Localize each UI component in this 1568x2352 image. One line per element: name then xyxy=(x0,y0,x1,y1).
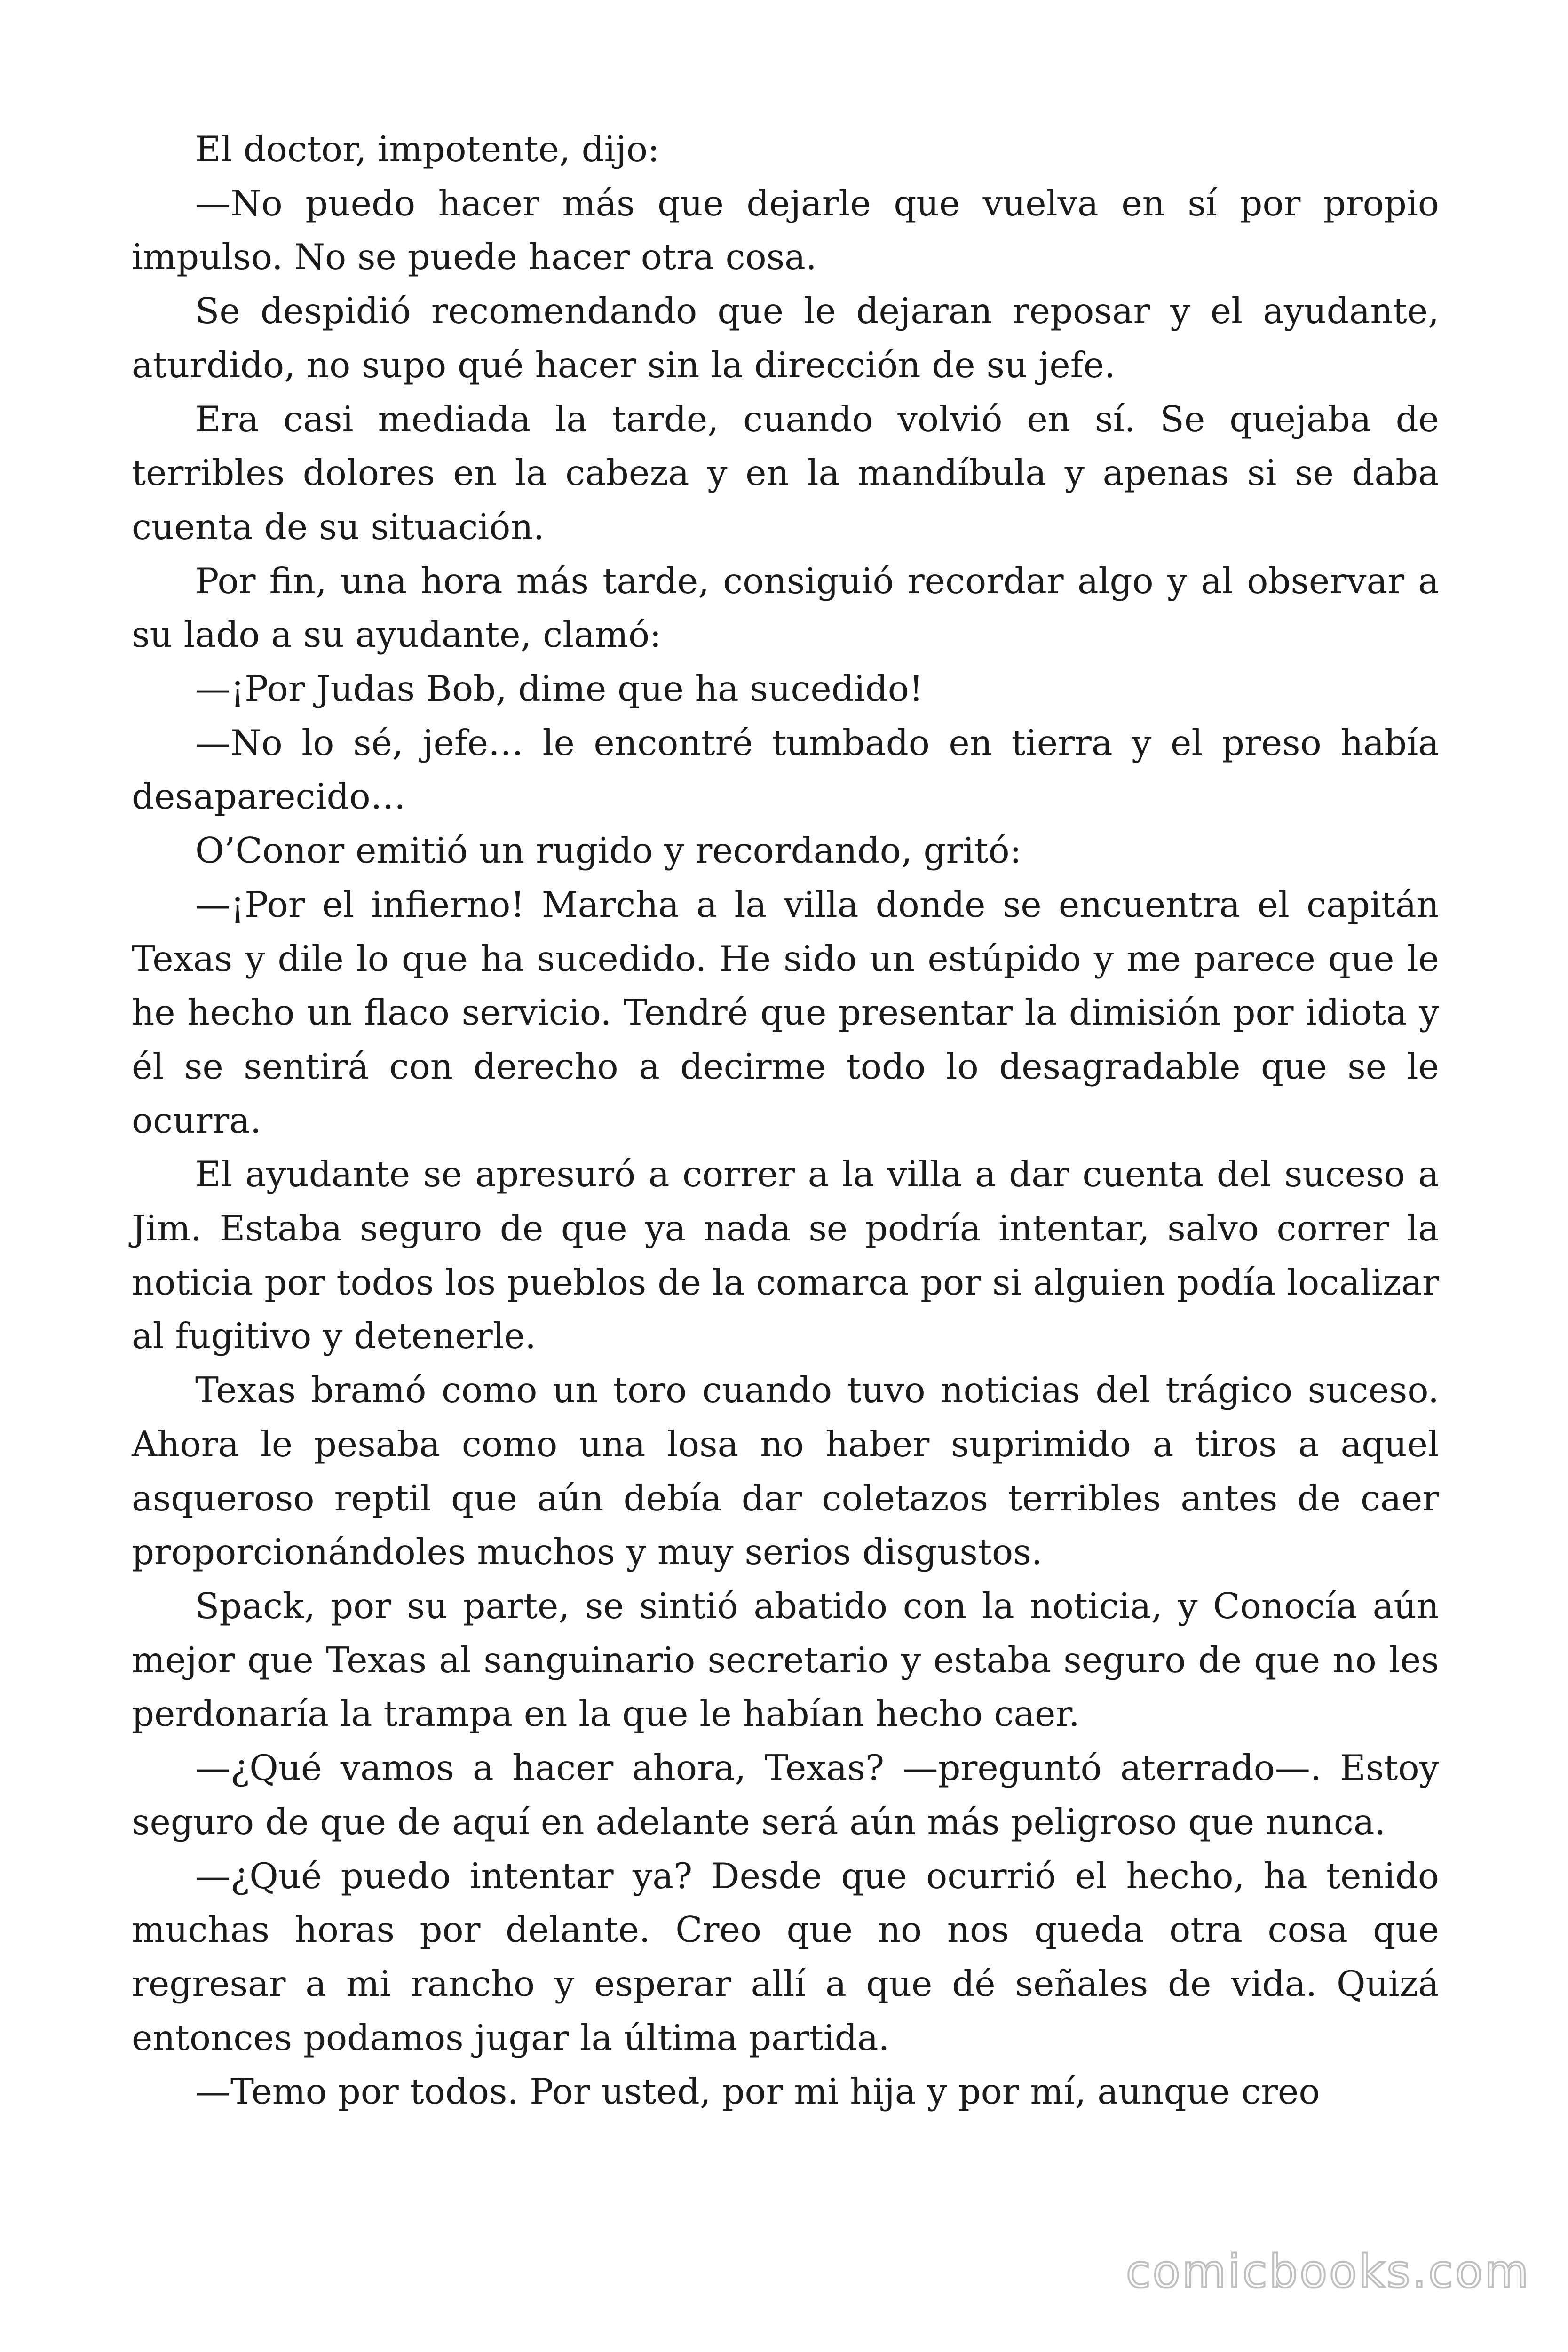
paragraph: Se despidió recomendando que le dejaran reposar y el ayudante, aturdido, no supo qué hacer sin la dirección de su jefe. xyxy=(132,290,1439,386)
site-watermark: comicbooks.com xyxy=(1125,2245,1530,2298)
paragraph: —¿Qué puedo intentar ya? Desde que ocurrió el hecho, ha tenido muchas horas por delante. Creo que no nos queda otra cosa que regresar a mi rancho y esperar allí a que dé señales de vida. Quizá entonces podamos jugar la última partida. xyxy=(132,1855,1439,2058)
paragraph: El ayudante se apresuró a correr a la villa a dar cuenta del suceso a Jim. Estaba seguro de que ya nada se podría intentar, salvo correr la noticia por todos los pueblos de la comarca por si alguien podía localizar al fugitivo y detenerle. xyxy=(132,1153,1439,1357)
paragraph: —No lo sé, jefe… le encontré tumbado en tierra y el preso había desaparecido… xyxy=(132,722,1439,818)
paragraph: —No puedo hacer más que dejarle que vuelva en sí por propio impulso. No se puede hacer otra cosa. xyxy=(132,182,1439,278)
page-body xyxy=(132,122,1439,2119)
paragraph: —¡Por Judas Bob, dime que ha sucedido! xyxy=(195,668,924,710)
paragraph: Era casi mediada la tarde, cuando volvió en sí. Se quejaba de terribles dolores en la cabeza y en la mandíbula y apenas si se daba cuenta de su situación. xyxy=(132,398,1439,548)
paragraph: Spack, por su parte, se sintió abatido con la noticia, y Conocía aún mejor que Texas al sanguinario secretario y estaba seguro de que no les perdonaría la trampa en la que le habían hecho caer. xyxy=(132,1585,1439,1735)
paragraph: Por fin, una hora más tarde, consiguió recordar algo y al observar a su lado a su ayudante, clamó: xyxy=(132,560,1439,656)
paragraph: —¡Por el infierno! Marcha a la villa donde se encuentra el capitán Texas y dile lo que ha sucedido. He sido un estúpido y me parece que le he hecho un flaco servicio. Tendré que presentar la dimisión por idiota y él se sentirá con derecho a decirme todo lo desagradable que se le ocurra. xyxy=(132,883,1439,1141)
paragraph: Texas bramó como un toro cuando tuvo noticias del trágico suceso. Ahora le pesaba como una losa no haber suprimido a tiros a aquel asqueroso reptil que aún debía dar coletazos terribles antes de caer proporcionándoles muchos y muy serios disgustos. xyxy=(132,1369,1439,1573)
paragraph: —Temo por todos. Por usted, por mi hija y por mí, aunque creo xyxy=(195,2071,1320,2113)
paragraph: —¿Qué vamos a hacer ahora, Texas? —preguntó aterrado—. Estoy seguro de que de aquí en adelante será aún más peligroso que nunca. xyxy=(132,1747,1439,1843)
paragraph: El doctor, impotente, dijo: xyxy=(195,128,660,170)
paragraph: O’Conor emitió un rugido y recordando, gritó: xyxy=(195,830,1022,872)
